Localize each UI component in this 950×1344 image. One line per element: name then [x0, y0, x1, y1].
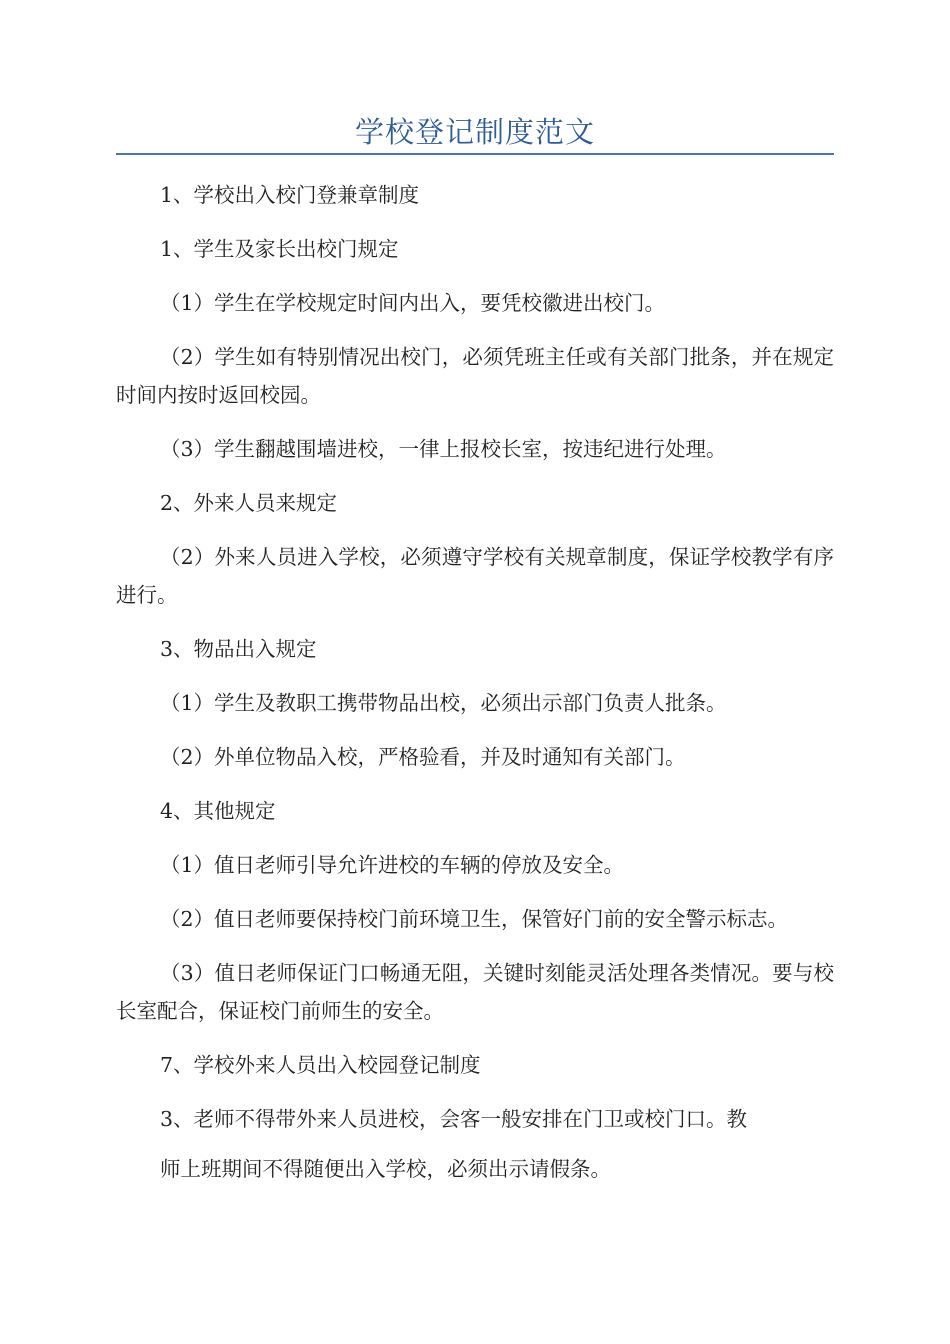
paragraph-9: （1）学生及教职工携带物品出校，必须出示部门负责人批条。 [160, 691, 727, 715]
paragraph-3: （1）学生在学校规定时间内出入，要凭校徽进出校门。 [160, 291, 666, 315]
paragraph-13: （2）值日老师要保持校门前环境卫生，保管好门前的安全警示标志。 [160, 907, 789, 931]
paragraph-5: （3）学生翻越围墙进校，一律上报校长室，按违纪进行处理。 [160, 437, 727, 461]
paragraph-10: （2）外单位物品入校，严格验看，并及时通知有关部门。 [160, 745, 686, 769]
title-underline [116, 153, 834, 155]
paragraph-11: 4、其他规定 [160, 799, 276, 823]
paragraph-8: 3、物品出入规定 [160, 637, 317, 661]
paragraph-7: （2）外来人员进入学校，必须遵守学校有关规章制度，保证学校教学有序进行。 [116, 545, 834, 607]
paragraph-16: 3、老师不得带外来人员进校，会客一般安排在门卫或校门口。教 [160, 1107, 748, 1131]
paragraph-4: （2）学生如有特别情况出校门，必须凭班主任或有关部门批条，并在规定时间内按时返回校园。 [116, 345, 834, 407]
paragraph-14: （3）值日老师保证门口畅通无阻，关键时刻能灵活处理各类情况。要与校长室配合，保证校门前师生的安全。 [116, 961, 834, 1023]
document-title: 学校登记制度范文 [354, 115, 595, 149]
paragraph-15: 7、学校外来人员出入校园登记制度 [160, 1053, 481, 1077]
paragraph-2: 1、学生及家长出校门规定 [160, 237, 399, 261]
document-body [116, 176, 834, 1204]
paragraph-1: 1、学校出入校门登兼章制度 [160, 183, 420, 207]
paragraph-17: 师上班期间不得随便出入学校，必须出示请假条。 [160, 1157, 611, 1181]
paragraph-6: 2、外来人员来规定 [160, 491, 338, 515]
paragraph-12: （1）值日老师引导允许进校的车辆的停放及安全。 [160, 853, 625, 877]
